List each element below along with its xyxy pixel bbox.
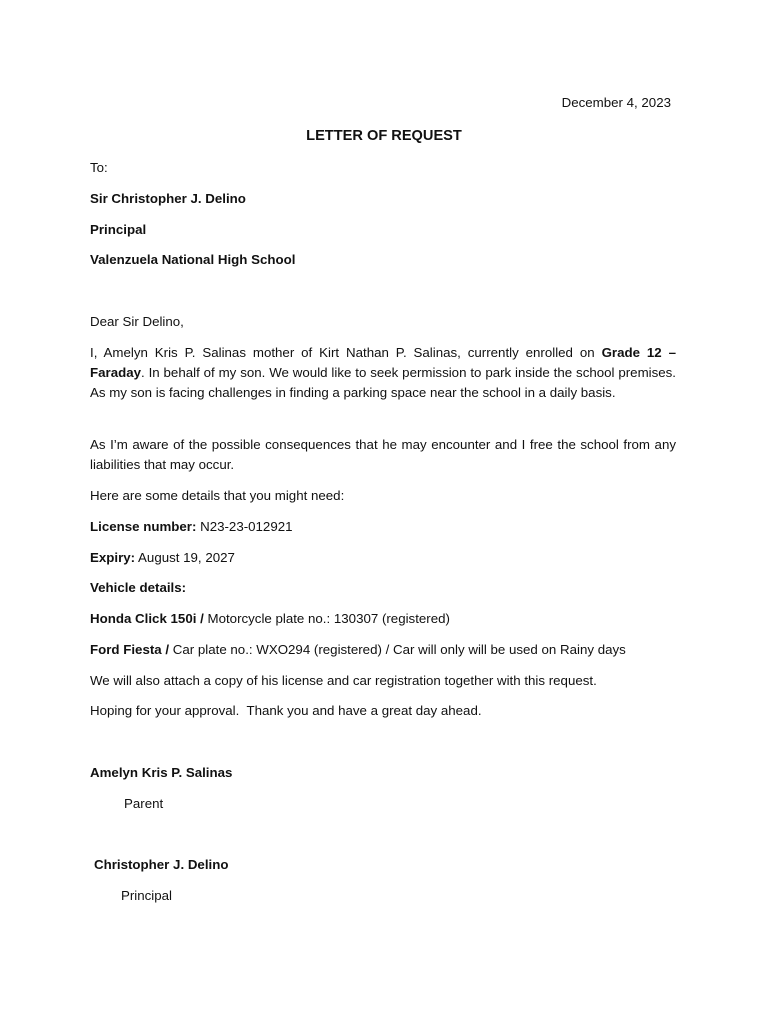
closing-line: Hoping for your approval. Thank you and have a great day ahead. xyxy=(90,703,482,718)
paragraph-request-lead: I, Amelyn Kris P. Salinas mother of Kirt Nathan P. Salinas, currently enrolled on xyxy=(90,345,602,360)
letter-title: LETTER OF REQUEST xyxy=(306,128,462,144)
signatory-principal-name: Christopher J. Delino xyxy=(94,857,229,872)
vehicle-name: Ford Fiesta / xyxy=(90,642,170,657)
attachment-note: We will also attach a copy of his license and car registration together with this request. xyxy=(90,673,597,688)
license-label: License number: xyxy=(90,519,197,534)
to-label: To: xyxy=(90,160,108,175)
expiry-value: August 19, 2027 xyxy=(135,550,235,565)
recipient-position: Principal xyxy=(90,222,147,237)
vehicle-line-motorcycle xyxy=(90,609,676,629)
details-intro: Here are some details that you might need: xyxy=(90,488,345,503)
expiry-line xyxy=(90,548,676,568)
recipient-name: Sir Christopher J. Delino xyxy=(90,191,246,206)
vehicle-details: Car plate no.: WXO294 (registered) / Car will only will be used on Rainy days xyxy=(169,642,626,657)
vehicle-details-label: Vehicle details: xyxy=(90,580,187,595)
paragraph-request-rest: . In behalf of my son. We would like to seek permission to park inside the school premises. As my son is facing challenges in finding a parking space near the school in a daily basis. xyxy=(90,365,676,400)
paragraph-request xyxy=(90,343,676,403)
license-line xyxy=(90,517,676,537)
grade-section: Grade 12 – Faraday xyxy=(90,345,676,380)
expiry-label: Expiry: xyxy=(90,550,136,565)
letter-date: December 4, 2023 xyxy=(561,95,671,110)
vehicle-details: Motorcycle plate no.: 130307 (registered) xyxy=(203,611,450,626)
license-value: N23-23-012921 xyxy=(196,519,293,534)
signatory-parent-role: Parent xyxy=(124,796,164,811)
vehicle-name: Honda Click 150i / xyxy=(90,611,204,626)
signatory-principal-role: Principal xyxy=(121,888,172,903)
paragraph-liability: As I’m aware of the possible consequences that he may encounter and I free the school from any liabilities that may occur. xyxy=(90,437,676,472)
salutation: Dear Sir Delino, xyxy=(90,314,184,329)
vehicle-line-car xyxy=(90,640,676,660)
recipient-school: Valenzuela National High School xyxy=(90,252,296,267)
signatory-parent-name: Amelyn Kris P. Salinas xyxy=(90,765,233,780)
